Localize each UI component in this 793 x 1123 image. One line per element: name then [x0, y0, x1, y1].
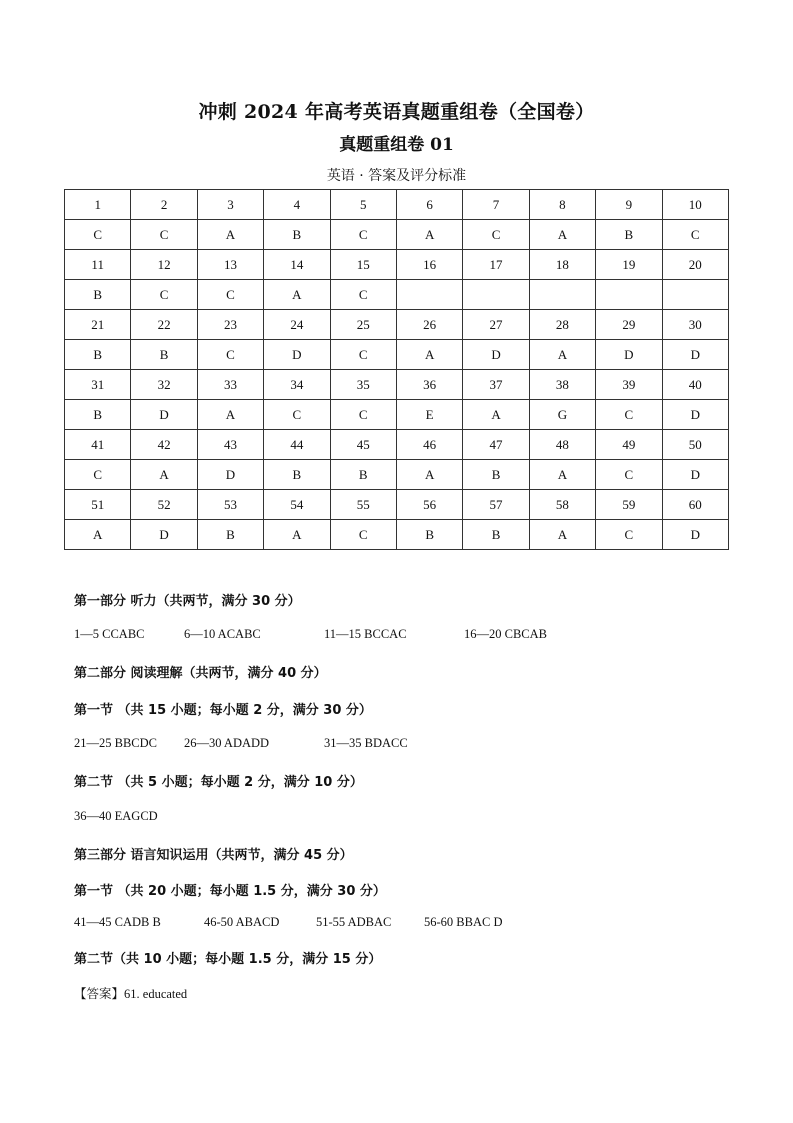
answer-cell: E [396, 400, 462, 430]
answer-cell: C [330, 400, 396, 430]
answer-cell: D [662, 400, 728, 430]
question-number-cell: 15 [330, 250, 396, 280]
answer-group: 21—25 BBCDC [74, 736, 158, 750]
answer-cell: B [463, 460, 529, 490]
part1-answers [74, 627, 547, 642]
question-number-cell: 37 [463, 370, 529, 400]
answer-cell: D [662, 340, 728, 370]
answer-cell [596, 280, 662, 310]
answer-cell: C [330, 280, 396, 310]
answer-cell: A [197, 220, 263, 250]
question-number-cell: 23 [197, 310, 263, 340]
question-number-cell: 27 [463, 310, 529, 340]
answer-value: 61. educated [124, 987, 188, 1001]
answer-cell: B [131, 340, 197, 370]
question-number-cell: 41 [65, 430, 131, 460]
part2-section2-heading: 第二节 （共 5 小题；每小题 2 分，满分 10 分） [74, 775, 363, 790]
answer-table [64, 189, 729, 550]
table-row [65, 460, 729, 490]
table-row [65, 220, 729, 250]
answer-cell: A [463, 400, 529, 430]
table-row [65, 310, 729, 340]
table-row [65, 190, 729, 220]
question-number-cell: 29 [596, 310, 662, 340]
question-number-cell: 22 [131, 310, 197, 340]
question-number-cell: 48 [529, 430, 595, 460]
answer-group: 51-55 ADBAC [316, 915, 392, 929]
answer-group: 36—40 EAGCD [74, 809, 158, 823]
question-number-cell: 46 [396, 430, 462, 460]
answer-cell: B [396, 520, 462, 550]
question-number-cell: 24 [264, 310, 330, 340]
answer-61-line [74, 984, 187, 1002]
question-number-cell: 28 [529, 310, 595, 340]
answer-group: 6—10 ACABC [184, 627, 261, 641]
answer-cell: C [330, 220, 396, 250]
question-number-cell: 54 [264, 490, 330, 520]
question-number-cell: 40 [662, 370, 728, 400]
question-number-cell: 43 [197, 430, 263, 460]
question-number-cell: 42 [131, 430, 197, 460]
answer-cell: C [662, 220, 728, 250]
answer-cell: C [131, 220, 197, 250]
answer-cell: B [264, 220, 330, 250]
question-number-cell: 20 [662, 250, 728, 280]
answer-cell: D [264, 340, 330, 370]
table-row [65, 250, 729, 280]
answer-cell: A [264, 520, 330, 550]
question-number-cell: 18 [529, 250, 595, 280]
answer-group: 31—35 BDACC [324, 736, 408, 750]
question-number-cell: 33 [197, 370, 263, 400]
answer-cell: C [131, 280, 197, 310]
answer-group: 11—15 BCCAC [324, 627, 407, 641]
table-row [65, 520, 729, 550]
question-number-cell: 4 [264, 190, 330, 220]
answer-cell: D [662, 520, 728, 550]
answer-cell: A [396, 220, 462, 250]
question-number-cell: 6 [396, 190, 462, 220]
part2-section1-answers [74, 736, 408, 751]
answer-group: 1—5 CCABC [74, 627, 145, 641]
answer-cell: C [463, 220, 529, 250]
part2-section2-answers [74, 809, 158, 824]
answer-group: 26—30 ADADD [184, 736, 270, 750]
question-number-cell: 8 [529, 190, 595, 220]
answer-cell: A [65, 520, 131, 550]
answer-cell: A [264, 280, 330, 310]
part3-section2-heading: 第二节（共 10 小题；每小题 1.5 分，满分 15 分） [74, 952, 382, 967]
question-number-cell: 17 [463, 250, 529, 280]
answer-cell: B [596, 220, 662, 250]
question-number-cell: 12 [131, 250, 197, 280]
answer-cell: A [197, 400, 263, 430]
part2-section1-heading: 第一节 （共 15 小题；每小题 2 分，满分 30 分） [74, 703, 372, 718]
question-number-cell: 44 [264, 430, 330, 460]
question-number-cell: 45 [330, 430, 396, 460]
question-number-cell: 1 [65, 190, 131, 220]
question-number-cell: 5 [330, 190, 396, 220]
question-number-cell: 50 [662, 430, 728, 460]
question-number-cell: 36 [396, 370, 462, 400]
answer-cell: D [131, 520, 197, 550]
question-number-cell: 21 [65, 310, 131, 340]
table-row [65, 400, 729, 430]
document-subtitle: 真题重组卷 01 [339, 135, 454, 155]
answer-cell: A [396, 340, 462, 370]
answer-cell: B [65, 400, 131, 430]
answer-cell: B [65, 340, 131, 370]
answer-cell: C [596, 520, 662, 550]
question-number-cell: 19 [596, 250, 662, 280]
answer-cell: A [529, 220, 595, 250]
question-number-cell: 7 [463, 190, 529, 220]
answer-cell: C [197, 280, 263, 310]
part2-heading: 第二部分 阅读理解（共两节，满分 40 分） [74, 666, 327, 681]
question-number-cell: 11 [65, 250, 131, 280]
question-number-cell: 3 [197, 190, 263, 220]
question-number-cell: 13 [197, 250, 263, 280]
question-number-cell: 16 [396, 250, 462, 280]
answer-cell: B [65, 280, 131, 310]
answer-cell: A [529, 460, 595, 490]
table-row [65, 340, 729, 370]
question-number-cell: 14 [264, 250, 330, 280]
answer-cell [662, 280, 728, 310]
answer-cell: G [529, 400, 595, 430]
table-row [65, 280, 729, 310]
answer-cell: D [197, 460, 263, 490]
answer-cell: D [596, 340, 662, 370]
question-number-cell: 32 [131, 370, 197, 400]
question-number-cell: 52 [131, 490, 197, 520]
question-number-cell: 47 [463, 430, 529, 460]
question-number-cell: 31 [65, 370, 131, 400]
table-row [65, 490, 729, 520]
answer-cell: B [264, 460, 330, 490]
answer-cell: C [65, 220, 131, 250]
answer-cell: C [596, 400, 662, 430]
answer-cell: D [131, 400, 197, 430]
answer-cell: B [330, 460, 396, 490]
question-number-cell: 55 [330, 490, 396, 520]
question-number-cell: 57 [463, 490, 529, 520]
answer-cell: C [264, 400, 330, 430]
answer-cell: B [463, 520, 529, 550]
answer-cell: A [529, 340, 595, 370]
answer-cell: A [131, 460, 197, 490]
answer-cell [396, 280, 462, 310]
answer-cell: B [197, 520, 263, 550]
answer-label: 【答案】 [74, 986, 125, 1001]
answer-cell: C [330, 340, 396, 370]
table-caption: 英语 · 答案及评分标准 [326, 168, 467, 184]
question-number-cell: 34 [264, 370, 330, 400]
answer-cell: D [662, 460, 728, 490]
answer-cell: C [65, 460, 131, 490]
question-number-cell: 26 [396, 310, 462, 340]
question-number-cell: 38 [529, 370, 595, 400]
answer-group: 41—45 CADB B [74, 915, 161, 929]
question-number-cell: 30 [662, 310, 728, 340]
answer-group: 16—20 CBCAB [464, 627, 548, 641]
question-number-cell: 59 [596, 490, 662, 520]
table-row [65, 370, 729, 400]
answer-cell [529, 280, 595, 310]
part3-heading: 第三部分 语言知识运用（共两节，满分 45 分） [74, 848, 353, 863]
answer-group: 46-50 ABACD [204, 915, 280, 929]
part3-section1-heading: 第一节 （共 20 小题；每小题 1.5 分，满分 30 分） [74, 884, 386, 899]
document-title: 冲刺 2024 年高考英语真题重组卷（全国卷） [198, 101, 595, 123]
question-number-cell: 60 [662, 490, 728, 520]
part3-section1-answers [74, 915, 502, 930]
question-number-cell: 9 [596, 190, 662, 220]
answer-cell: C [330, 520, 396, 550]
answer-group: 56-60 BBAC D [424, 915, 503, 929]
question-number-cell: 35 [330, 370, 396, 400]
answer-cell: A [396, 460, 462, 490]
question-number-cell: 25 [330, 310, 396, 340]
answer-cell: C [596, 460, 662, 490]
question-number-cell: 53 [197, 490, 263, 520]
question-number-cell: 58 [529, 490, 595, 520]
answer-cell [463, 280, 529, 310]
part1-heading: 第一部分 听力（共两节，满分 30 分） [74, 594, 301, 609]
answer-cell: C [197, 340, 263, 370]
question-number-cell: 2 [131, 190, 197, 220]
question-number-cell: 49 [596, 430, 662, 460]
answer-cell: D [463, 340, 529, 370]
answer-cell: A [529, 520, 595, 550]
question-number-cell: 10 [662, 190, 728, 220]
question-number-cell: 56 [396, 490, 462, 520]
question-number-cell: 39 [596, 370, 662, 400]
question-number-cell: 51 [65, 490, 131, 520]
table-row [65, 430, 729, 460]
